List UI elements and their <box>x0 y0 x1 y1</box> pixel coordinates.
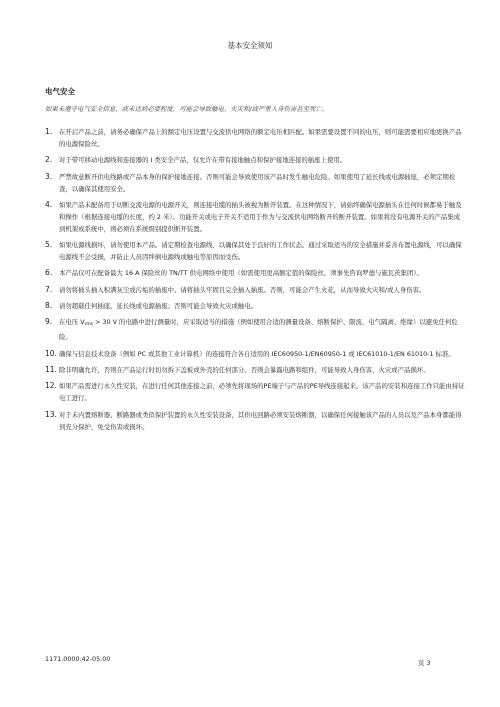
item-text: 对于未内置熔断器、断路器或类似保护装置的永久性安装设备，其供电回路必须安装熔断器，以确保任何接触该产品的人员以及产品本身都能得到充分保护，免受伤害或损坏。 <box>59 410 462 431</box>
item-number: 7. <box>45 284 53 294</box>
item-text: 本产品仅可在配备最大 16 A 保险丝的 TN/TT 供电网络中使用（如需使用更高额定值的保险丝，须事先咨询罗德与施瓦茨集团）。 <box>59 269 423 278</box>
list-item <box>45 267 465 279</box>
item-number: 2. <box>45 155 53 165</box>
list-item <box>45 300 465 312</box>
item-number: 12. <box>45 381 57 391</box>
document-id: 1171.0000.42-05.00 <box>45 655 111 663</box>
item-number: 5. <box>45 240 53 250</box>
rms-subscript: rms <box>84 322 94 328</box>
item-text <box>59 316 465 343</box>
item-number: 6. <box>45 268 53 278</box>
item-number: 8. <box>45 301 53 311</box>
item-text-pre: 在电压 V <box>59 318 85 327</box>
safety-list <box>45 126 465 437</box>
item-text: 确保与信息技术设备（例如 PC 或其他工业计算机）的连接符合各自适用的 IEC60950-1/EN60950-1 或 IEC61010-1/EN 61010-1 标准。 <box>59 349 455 358</box>
item-number: 4. <box>45 199 53 209</box>
item-text: 请勿将插头插入积满灰尘或污垢的插座中。请将插头牢固且完全插入插座。否则，可能会产生火花，从而导致火灾和/或人身伤害。 <box>59 285 426 294</box>
item-text: 如果产品需进行永久性安装，在进行任何其他连接之前，必须先将现场的PE端子与产品的PE导线连接起来。该产品的安装和连接工作只能由持证电工进行。 <box>59 382 465 403</box>
item-text: 如果产品未配备用于切断交流电源的电源开关，则连接电缆的插头被视为断开装置。在这种情况下，请始终确保电源插头在任何时候都易于触及和操作（根据连接电缆的长度，约 2 米）。功能开关或电子开关不适用于作为与交流供电网络断开的断开装置。如果将没有电源开关的产品集成到机架或系统中，则必须在系统级别提供断开装置。 <box>59 200 462 233</box>
section-title: 电气安全 <box>45 87 75 96</box>
list-item <box>45 316 465 343</box>
item-text: 请勿超载任何插座、延长线或电源插座；否则可能会导致火灾或触电。 <box>59 302 258 311</box>
list-item <box>45 199 465 235</box>
item-number: 11. <box>45 364 57 374</box>
item-number: 13. <box>45 409 57 419</box>
list-item <box>45 239 465 263</box>
list-item <box>45 348 465 360</box>
list-item <box>45 409 465 433</box>
page-header: 基本安全须知 <box>227 41 273 50</box>
list-item <box>45 284 465 296</box>
item-text: 除非明确允许，否则在产品运行时切勿拆下盖板或外壳的任何部分。否则会暴露电路和组件，可能导致人身伤害、火灾或产品损坏。 <box>59 365 430 374</box>
item-text: 如果电源线损坏，请勿使用本产品。请定期检查电源线，以确保其处于良好的工作状态。通过采取适当的安全措施并妥善布置电源线，可以确保电源线不会受损，并防止人员因绊倒电源线或触电等原因而受伤。 <box>59 241 462 262</box>
item-text: 对于带可移动电源线和连接器的 I 类安全产品，仅允许在带有接地触点和保护接地连接的插座上使用。 <box>59 156 347 165</box>
item-text-post: > 30 V 的电路中进行测量时，应采取适当的措施（例如使用合适的测量设备、熔断保护、限流、电气隔离、绝缘）以避免任何危险。 <box>59 318 458 342</box>
list-item <box>45 126 465 150</box>
item-number: 9. <box>45 317 53 327</box>
item-text: 严禁故意断开供电线路或产品本身的保护接地连接。否则可能会导致使用该产品时发生触电危险。如果使用了延长线或电源插座，必须定期检查，以确保其使用安全。 <box>59 172 456 193</box>
item-number: 10. <box>45 348 57 358</box>
page-number: 页 3 <box>418 659 431 667</box>
item-number: 1. <box>45 127 53 136</box>
list-item <box>45 171 465 195</box>
item-text: 在开启产品之前，请务必确保产品上的额定电压设置与交流供电网络的额定电压相匹配。如果需要设置不同的电压，则可能需要相应地更换产品的电源保险丝。 <box>59 128 462 148</box>
list-item <box>45 154 465 166</box>
list-item <box>45 364 465 376</box>
item-number: 3. <box>45 171 53 181</box>
warning-text: 如果未遵守电气安全信息，或未达到必要程度，可能会导致触电、火灾和/或严重人身伤害甚至死亡。 <box>45 105 329 113</box>
list-item <box>45 380 465 404</box>
